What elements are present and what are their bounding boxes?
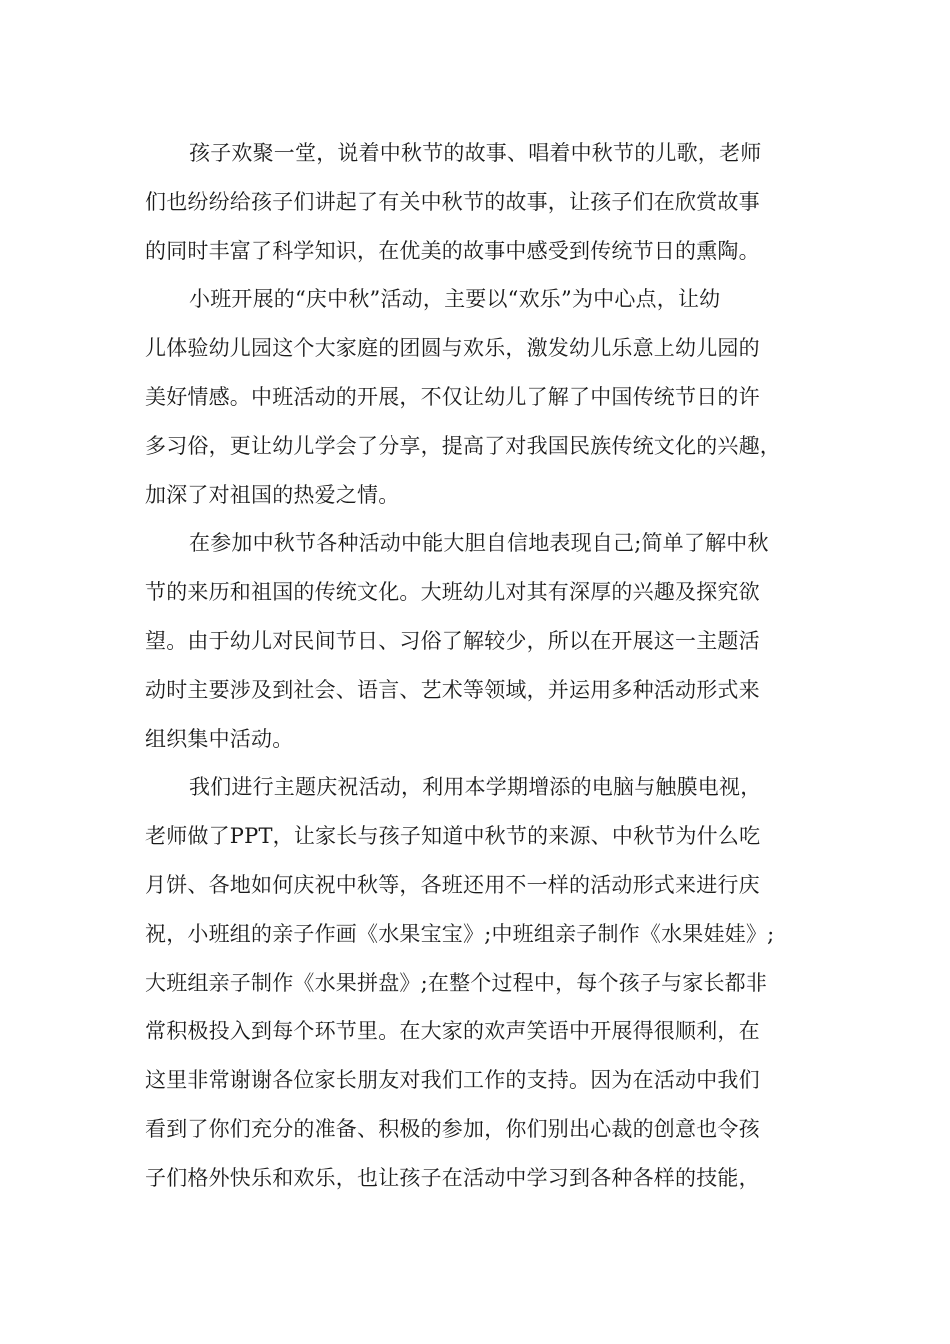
paragraph-3 bbox=[145, 519, 817, 763]
text-line: 动时主要涉及到社会、语言、艺术等领域，并运用多种活动形式来 bbox=[145, 677, 760, 702]
text-line: 看到了你们充分的准备、积极的参加，你们别出心裁的创意也令孩 bbox=[145, 1116, 760, 1141]
text-line: 美好情感。中班活动的开展，不仅让幼儿了解了中国传统节日的许 bbox=[145, 384, 760, 409]
text-line: 月饼、各地如何庆祝中秋等，各班还用不一样的活动形式来进行庆 bbox=[145, 872, 760, 897]
document-body bbox=[145, 129, 817, 1203]
text-line: 节的来历和祖国的传统文化。大班幼儿对其有深厚的兴趣及探究欲 bbox=[145, 580, 760, 605]
text-line: 加深了对祖国的热爱之情。 bbox=[145, 482, 400, 507]
text-line: 多习俗，更让幼儿学会了分享，提高了对我国民族传统文化的兴趣， bbox=[145, 433, 781, 458]
text-line: 们也纷纷给孩子们讲起了有关中秋节的故事，让孩子们在欣赏故事 bbox=[145, 189, 760, 214]
text-line: 我们进行主题庆祝活动，利用本学期增添的电脑与触膜电视， bbox=[189, 775, 762, 800]
paragraph-1 bbox=[145, 129, 817, 275]
text-line: 小班开展的“庆中秋”活动，主要以“欢乐”为中心点，让幼 bbox=[189, 287, 721, 312]
paragraph-4 bbox=[145, 763, 817, 1202]
text-line: 望。由于幼儿对民间节日、习俗了解较少，所以在开展这一主题活 bbox=[145, 628, 760, 653]
text-line: 祝，小班组的亲子作画《水果宝宝》;中班组亲子制作《水果娃娃》; bbox=[145, 921, 775, 946]
text-line: 儿体验幼儿园这个大家庭的团圆与欢乐，激发幼儿乐意上幼儿园的 bbox=[145, 336, 760, 361]
text-line: 大班组亲子制作《水果拼盘》;在整个过程中，每个孩子与家长都非 bbox=[145, 970, 768, 995]
text-line: 常积极投入到每个环节里。在大家的欢声笑语中开展得很顺利，在 bbox=[145, 1019, 760, 1044]
text-line: 组织集中活动。 bbox=[145, 726, 294, 751]
text-line: 在参加中秋节各种活动中能大胆自信地表现自己;简单了解中秋 bbox=[189, 531, 769, 556]
text-line: 的同时丰富了科学知识，在优美的故事中感受到传统节日的熏陶。 bbox=[145, 238, 760, 263]
text-line: 这里非常谢谢各位家长朋友对我们工作的支持。因为在活动中我们 bbox=[145, 1068, 760, 1093]
paragraph-2 bbox=[145, 275, 817, 519]
text-line: 老师做了PPT，让家长与孩子知道中秋节的来源、中秋节为什么吃 bbox=[145, 824, 761, 849]
text-line: 孩子欢聚一堂，说着中秋节的故事、唱着中秋节的儿歌，老师 bbox=[189, 141, 762, 165]
text-line: 子们格外快乐和欢乐，也让孩子在活动中学习到各种各样的技能， bbox=[145, 1165, 760, 1190]
